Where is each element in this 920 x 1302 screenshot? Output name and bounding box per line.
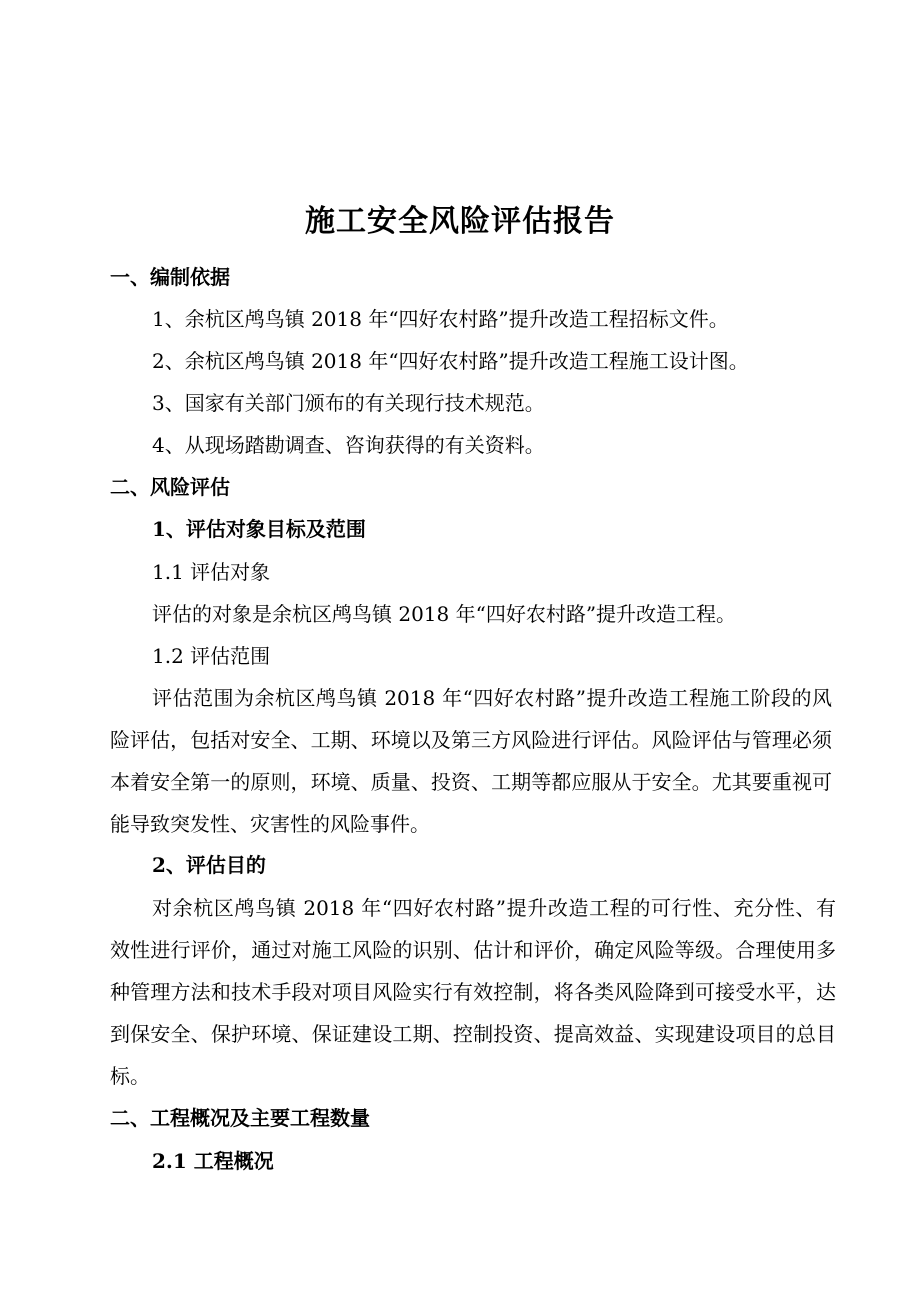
document-title: 施工安全风险评估报告	[305, 204, 615, 239]
subheading-project-overview: 2.1 工程概况	[152, 1149, 274, 1173]
subheading-object: 1.1 评估对象	[152, 560, 271, 584]
basis-item-3: 3、国家有关部门颁布的有关现行技术规范。	[152, 391, 545, 415]
subheading-object-scope: 1、评估对象目标及范围	[152, 517, 366, 541]
purpose-paragraph: 对余杭区鸬鸟镇 2018 年“四好农村路”提升改造工程的可行性、充分性、有效性进行评价，通过对施工风险的识别、估计和评价，确定风险等级。合理使用多种管理方法和技术手段对项目风险实行有效控制，将各类风险降到可接受水平，达到保安全、保护环境、保证建设工期、控制投资、提高效益、实现建设项目的总目标。	[110, 896, 836, 1088]
subheading-purpose: 2、评估目的	[152, 853, 266, 877]
basis-item-2: 2、余杭区鸬鸟镇 2018 年“四好农村路”提升改造工程施工设计图。	[152, 349, 749, 373]
section-heading-overview: 二、工程概况及主要工程数量	[110, 1106, 370, 1130]
section-heading-basis: 一、编制依据	[110, 265, 230, 289]
object-text: 评估的对象是余杭区鸬鸟镇 2018 年“四好农村路”提升改造工程。	[152, 602, 737, 626]
basis-item-4: 4、从现场踏勘调查、咨询获得的有关资料。	[152, 433, 545, 457]
subheading-scope: 1.2 评估范围	[152, 644, 271, 668]
section-heading-risk-assessment: 二、风险评估	[110, 475, 230, 499]
basis-item-1: 1、余杭区鸬鸟镇 2018 年“四好农村路”提升改造工程招标文件。	[152, 307, 729, 331]
scope-paragraph: 评估范围为余杭区鸬鸟镇 2018 年“四好农村路”提升改造工程施工阶段的风险评估，包括对安全、工期、环境以及第三方风险进行评估。风险评估与管理必须本着安全第一的原则，环境、质量、投资、工期等都应服从于安全。尤其要重视可能导致突发性、灾害性的风险事件。	[110, 686, 832, 836]
